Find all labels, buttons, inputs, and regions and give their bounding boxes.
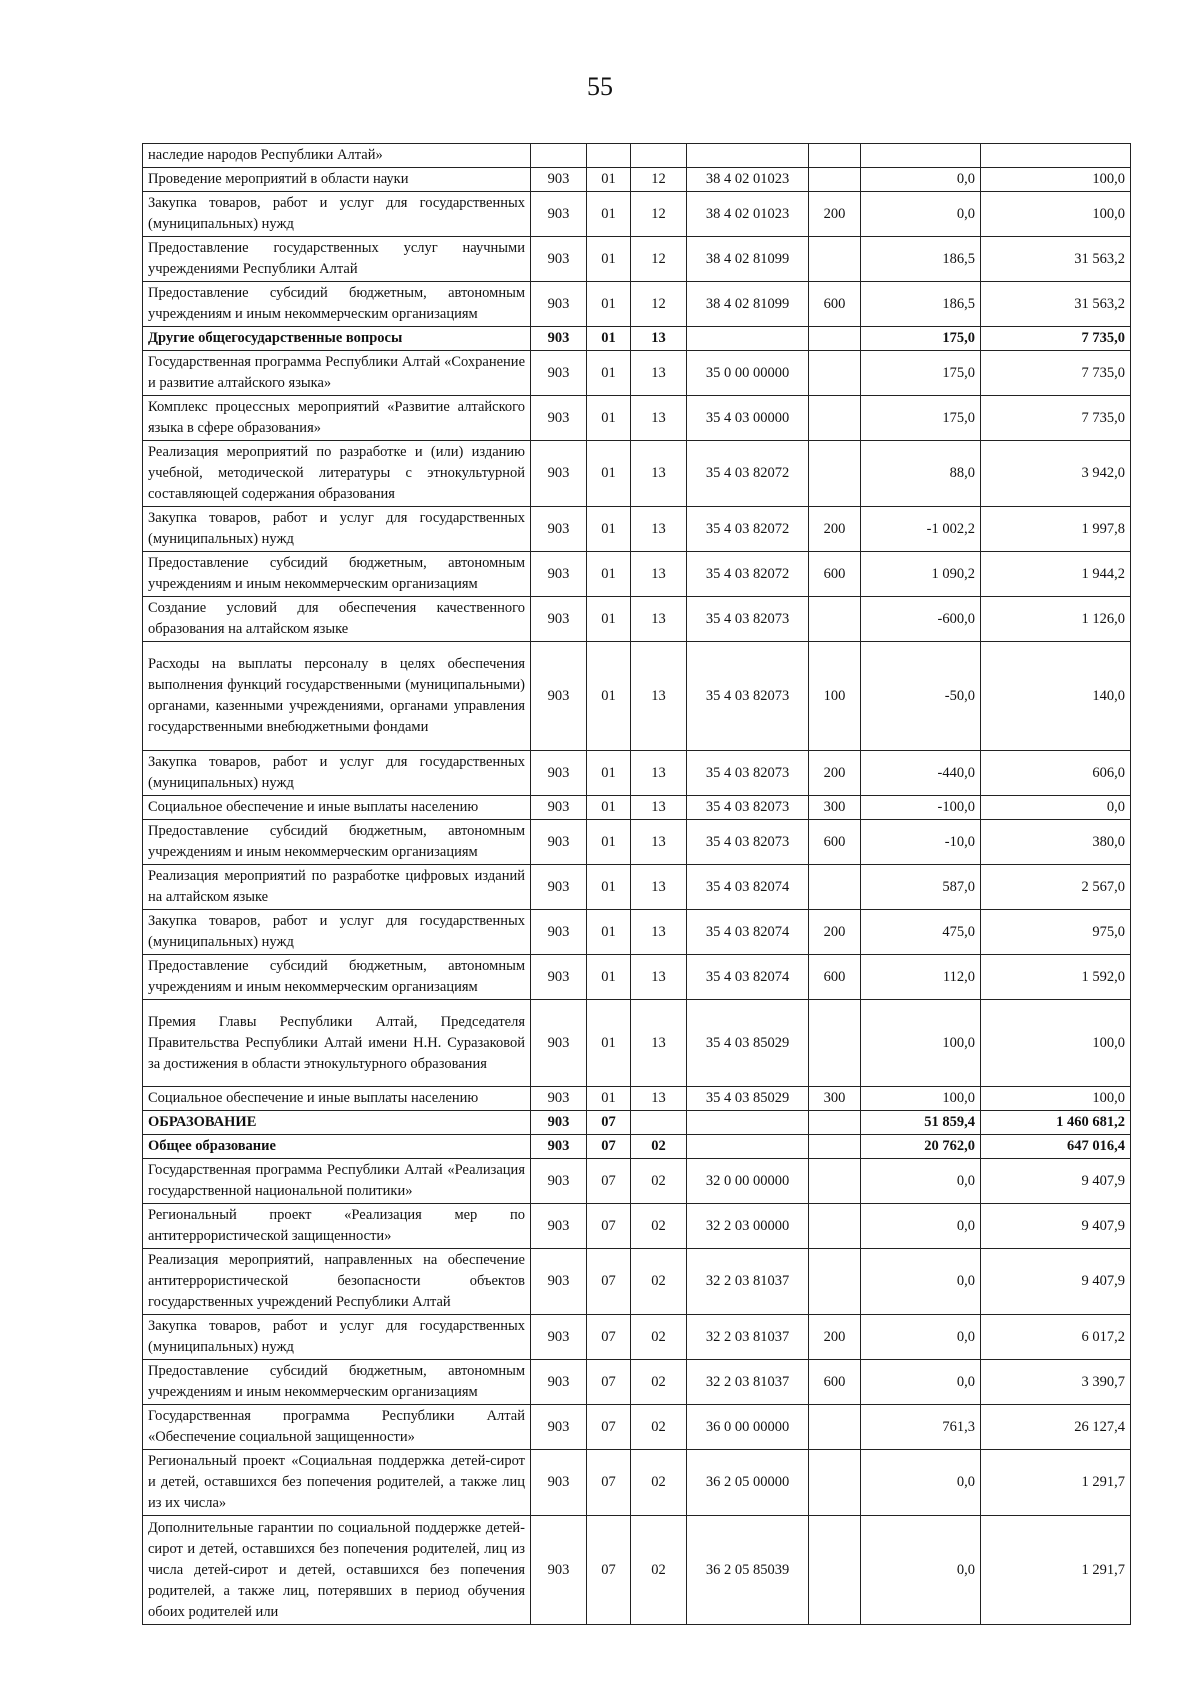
target-article-code: 32 2 03 81037 xyxy=(687,1315,809,1360)
total-amount: 0,0 xyxy=(981,796,1131,820)
section-code: 01 xyxy=(587,552,631,597)
change-amount: 0,0 xyxy=(861,1360,981,1405)
table-row xyxy=(143,237,1131,282)
change-amount: 51 859,4 xyxy=(861,1111,981,1135)
target-article-code: 35 4 03 82073 xyxy=(687,796,809,820)
table-row xyxy=(143,192,1131,237)
expense-type-code: 600 xyxy=(809,820,861,865)
table-row xyxy=(143,1159,1131,1204)
ministry-code: 903 xyxy=(531,597,587,642)
ministry-code: 903 xyxy=(531,1249,587,1315)
change-amount: -440,0 xyxy=(861,751,981,796)
item-name: Реализация мероприятий по разработке цифровых изданий на алтайском языке xyxy=(143,865,531,910)
target-article-code: 32 2 03 81037 xyxy=(687,1360,809,1405)
target-article-code xyxy=(687,327,809,351)
target-article-code: 38 4 02 81099 xyxy=(687,282,809,327)
subsection-code: 13 xyxy=(631,820,687,865)
change-amount: 175,0 xyxy=(861,327,981,351)
change-amount: 587,0 xyxy=(861,865,981,910)
table-row xyxy=(143,597,1131,642)
change-amount xyxy=(861,144,981,168)
subsection-code: 13 xyxy=(631,351,687,396)
expense-type-code: 600 xyxy=(809,552,861,597)
table-row xyxy=(143,820,1131,865)
total-amount: 380,0 xyxy=(981,820,1131,865)
total-amount: 9 407,9 xyxy=(981,1204,1131,1249)
table-row xyxy=(143,1315,1131,1360)
change-amount: -50,0 xyxy=(861,642,981,751)
total-amount: 1 944,2 xyxy=(981,552,1131,597)
total-amount: 140,0 xyxy=(981,642,1131,751)
ministry-code: 903 xyxy=(531,642,587,751)
change-amount: 100,0 xyxy=(861,1087,981,1111)
change-amount: 0,0 xyxy=(861,1249,981,1315)
section-code: 07 xyxy=(587,1360,631,1405)
total-amount: 6 017,2 xyxy=(981,1315,1131,1360)
expense-type-code: 300 xyxy=(809,1087,861,1111)
target-article-code: 36 2 05 00000 xyxy=(687,1450,809,1516)
ministry-code: 903 xyxy=(531,396,587,441)
expense-type-code xyxy=(809,1111,861,1135)
target-article-code: 35 4 03 85029 xyxy=(687,1087,809,1111)
change-amount: 0,0 xyxy=(861,192,981,237)
ministry-code: 903 xyxy=(531,1405,587,1450)
target-article-code: 35 4 03 82073 xyxy=(687,820,809,865)
table-row xyxy=(143,1135,1131,1159)
total-amount: 647 016,4 xyxy=(981,1135,1131,1159)
section-code: 07 xyxy=(587,1450,631,1516)
change-amount: 761,3 xyxy=(861,1405,981,1450)
item-name: Закупка товаров, работ и услуг для государственных (муниципальных) нужд xyxy=(143,1315,531,1360)
expense-type-code xyxy=(809,1450,861,1516)
change-amount: 100,0 xyxy=(861,1000,981,1087)
change-amount: 20 762,0 xyxy=(861,1135,981,1159)
ministry-code xyxy=(531,144,587,168)
target-article-code xyxy=(687,1135,809,1159)
target-article-code: 32 0 00 00000 xyxy=(687,1159,809,1204)
subsection-code: 13 xyxy=(631,642,687,751)
target-article-code: 35 4 03 82072 xyxy=(687,441,809,507)
section-code: 01 xyxy=(587,955,631,1000)
target-article-code: 35 0 00 00000 xyxy=(687,351,809,396)
ministry-code: 903 xyxy=(531,1516,587,1625)
item-name: Закупка товаров, работ и услуг для государственных (муниципальных) нужд xyxy=(143,507,531,552)
total-amount: 100,0 xyxy=(981,1000,1131,1087)
ministry-code: 903 xyxy=(531,751,587,796)
subsection-code: 13 xyxy=(631,327,687,351)
expense-type-code: 600 xyxy=(809,282,861,327)
subsection-code: 02 xyxy=(631,1516,687,1625)
table-body xyxy=(143,144,1131,1625)
section-code: 01 xyxy=(587,351,631,396)
subsection-code xyxy=(631,1111,687,1135)
section-code: 01 xyxy=(587,751,631,796)
item-name: Предоставление субсидий бюджетным, автономным учреждениям и иным некоммерческим организациям xyxy=(143,1360,531,1405)
item-name: Общее образование xyxy=(143,1135,531,1159)
subsection-code: 13 xyxy=(631,507,687,552)
item-name: Закупка товаров, работ и услуг для государственных (муниципальных) нужд xyxy=(143,192,531,237)
change-amount: 175,0 xyxy=(861,351,981,396)
table-row xyxy=(143,1087,1131,1111)
subsection-code: 12 xyxy=(631,237,687,282)
change-amount: -10,0 xyxy=(861,820,981,865)
change-amount: -600,0 xyxy=(861,597,981,642)
target-article-code: 35 4 03 85029 xyxy=(687,1000,809,1087)
total-amount: 7 735,0 xyxy=(981,351,1131,396)
expense-type-code xyxy=(809,1000,861,1087)
subsection-code: 02 xyxy=(631,1249,687,1315)
total-amount: 3 390,7 xyxy=(981,1360,1131,1405)
section-code: 07 xyxy=(587,1204,631,1249)
target-article-code: 38 4 02 81099 xyxy=(687,237,809,282)
section-code: 01 xyxy=(587,1000,631,1087)
change-amount: 186,5 xyxy=(861,282,981,327)
section-code: 01 xyxy=(587,507,631,552)
ministry-code: 903 xyxy=(531,1135,587,1159)
ministry-code: 903 xyxy=(531,1315,587,1360)
table-row xyxy=(143,168,1131,192)
ministry-code: 903 xyxy=(531,327,587,351)
section-code: 01 xyxy=(587,282,631,327)
expense-type-code: 600 xyxy=(809,1360,861,1405)
change-amount: 0,0 xyxy=(861,1159,981,1204)
table-row xyxy=(143,507,1131,552)
subsection-code: 02 xyxy=(631,1360,687,1405)
table-row xyxy=(143,1111,1131,1135)
section-code: 01 xyxy=(587,796,631,820)
section-code: 07 xyxy=(587,1249,631,1315)
subsection-code: 13 xyxy=(631,751,687,796)
item-name: Государственная программа Республики Алтай «Обеспечение социальной защищенности» xyxy=(143,1405,531,1450)
table-row xyxy=(143,441,1131,507)
budget-table xyxy=(142,143,1131,1625)
expense-type-code xyxy=(809,1204,861,1249)
subsection-code: 13 xyxy=(631,552,687,597)
subsection-code: 12 xyxy=(631,192,687,237)
expense-type-code xyxy=(809,865,861,910)
expense-type-code xyxy=(809,396,861,441)
section-code: 01 xyxy=(587,396,631,441)
target-article-code: 38 4 02 01023 xyxy=(687,168,809,192)
total-amount: 1 997,8 xyxy=(981,507,1131,552)
total-amount: 1 460 681,2 xyxy=(981,1111,1131,1135)
section-code: 01 xyxy=(587,237,631,282)
expense-type-code xyxy=(809,1249,861,1315)
target-article-code: 35 4 03 82072 xyxy=(687,507,809,552)
subsection-code: 02 xyxy=(631,1135,687,1159)
total-amount: 1 291,7 xyxy=(981,1450,1131,1516)
total-amount: 3 942,0 xyxy=(981,441,1131,507)
section-code: 07 xyxy=(587,1159,631,1204)
expense-type-code xyxy=(809,351,861,396)
table-row xyxy=(143,796,1131,820)
table-row xyxy=(143,1450,1131,1516)
subsection-code: 13 xyxy=(631,597,687,642)
ministry-code: 903 xyxy=(531,865,587,910)
item-name: Предоставление субсидий бюджетным, автономным учреждениям и иным некоммерческим организациям xyxy=(143,552,531,597)
total-amount: 7 735,0 xyxy=(981,396,1131,441)
section-code: 07 xyxy=(587,1135,631,1159)
item-name: ОБРАЗОВАНИЕ xyxy=(143,1111,531,1135)
target-article-code: 35 4 03 82074 xyxy=(687,955,809,1000)
ministry-code: 903 xyxy=(531,1450,587,1516)
ministry-code: 903 xyxy=(531,1204,587,1249)
total-amount: 9 407,9 xyxy=(981,1159,1131,1204)
table-row xyxy=(143,751,1131,796)
target-article-code: 35 4 03 82074 xyxy=(687,865,809,910)
subsection-code: 13 xyxy=(631,396,687,441)
change-amount: 0,0 xyxy=(861,1204,981,1249)
table-row xyxy=(143,910,1131,955)
subsection-code: 12 xyxy=(631,282,687,327)
total-amount: 26 127,4 xyxy=(981,1405,1131,1450)
expense-type-code: 100 xyxy=(809,642,861,751)
expense-type-code: 200 xyxy=(809,1315,861,1360)
expense-type-code xyxy=(809,1405,861,1450)
expense-type-code: 200 xyxy=(809,910,861,955)
total-amount: 100,0 xyxy=(981,1087,1131,1111)
target-article-code: 35 4 03 82073 xyxy=(687,597,809,642)
target-article-code: 35 4 03 82072 xyxy=(687,552,809,597)
table-row xyxy=(143,955,1131,1000)
ministry-code: 903 xyxy=(531,1159,587,1204)
table-row xyxy=(143,1516,1131,1625)
total-amount: 100,0 xyxy=(981,168,1131,192)
subsection-code: 02 xyxy=(631,1450,687,1516)
subsection-code: 02 xyxy=(631,1405,687,1450)
subsection-code: 12 xyxy=(631,168,687,192)
ministry-code: 903 xyxy=(531,237,587,282)
item-name: Реализация мероприятий, направленных на обеспечение антитеррористической безопасности объектов государственных учреждений Республики Алтай xyxy=(143,1249,531,1315)
subsection-code: 13 xyxy=(631,910,687,955)
change-amount: 88,0 xyxy=(861,441,981,507)
ministry-code: 903 xyxy=(531,351,587,396)
item-name: Закупка товаров, работ и услуг для государственных (муниципальных) нужд xyxy=(143,910,531,955)
total-amount: 100,0 xyxy=(981,192,1131,237)
expense-type-code xyxy=(809,168,861,192)
table-row xyxy=(143,1249,1131,1315)
table-row xyxy=(143,552,1131,597)
table-row xyxy=(143,396,1131,441)
ministry-code: 903 xyxy=(531,168,587,192)
subsection-code: 13 xyxy=(631,1000,687,1087)
total-amount: 7 735,0 xyxy=(981,327,1131,351)
subsection-code xyxy=(631,144,687,168)
change-amount: 0,0 xyxy=(861,1450,981,1516)
table-row xyxy=(143,327,1131,351)
target-article-code: 35 4 03 82074 xyxy=(687,910,809,955)
target-article-code: 35 4 03 00000 xyxy=(687,396,809,441)
item-name: Дополнительные гарантии по социальной поддержке детей-сирот и детей, оставшихся без попечения родителей, лиц из числа детей-сирот и детей, оставшихся без попечения родителей, а также лиц, потерявших в период обучения обоих родителей или xyxy=(143,1516,531,1625)
target-article-code: 38 4 02 01023 xyxy=(687,192,809,237)
ministry-code: 903 xyxy=(531,1111,587,1135)
ministry-code: 903 xyxy=(531,1360,587,1405)
total-amount xyxy=(981,144,1131,168)
table-row xyxy=(143,282,1131,327)
expense-type-code xyxy=(809,597,861,642)
target-article-code: 36 2 05 85039 xyxy=(687,1516,809,1625)
item-name: Другие общегосударственные вопросы xyxy=(143,327,531,351)
expense-type-code xyxy=(809,144,861,168)
target-article-code: 32 2 03 00000 xyxy=(687,1204,809,1249)
change-amount: 0,0 xyxy=(861,1315,981,1360)
section-code: 01 xyxy=(587,820,631,865)
ministry-code: 903 xyxy=(531,955,587,1000)
section-code xyxy=(587,144,631,168)
item-name: Реализация мероприятий по разработке и (или) изданию учебной, методической литературы с этнокультурной составляющей содержания образования xyxy=(143,441,531,507)
section-code: 01 xyxy=(587,441,631,507)
ministry-code: 903 xyxy=(531,441,587,507)
change-amount: 1 090,2 xyxy=(861,552,981,597)
expense-type-code xyxy=(809,1516,861,1625)
table-row xyxy=(143,865,1131,910)
ministry-code: 903 xyxy=(531,820,587,865)
subsection-code: 13 xyxy=(631,796,687,820)
table-row xyxy=(143,1000,1131,1087)
ministry-code: 903 xyxy=(531,1087,587,1111)
change-amount: -1 002,2 xyxy=(861,507,981,552)
subsection-code: 02 xyxy=(631,1159,687,1204)
section-code: 07 xyxy=(587,1111,631,1135)
subsection-code: 02 xyxy=(631,1204,687,1249)
expense-type-code: 600 xyxy=(809,955,861,1000)
item-name: Проведение мероприятий в области науки xyxy=(143,168,531,192)
item-name: Государственная программа Республики Алтай «Сохранение и развитие алтайского языка» xyxy=(143,351,531,396)
subsection-code: 13 xyxy=(631,955,687,1000)
item-name: Социальное обеспечение и иные выплаты населению xyxy=(143,1087,531,1111)
target-article-code: 36 0 00 00000 xyxy=(687,1405,809,1450)
item-name: Закупка товаров, работ и услуг для государственных (муниципальных) нужд xyxy=(143,751,531,796)
change-amount: 475,0 xyxy=(861,910,981,955)
table-row xyxy=(143,1204,1131,1249)
change-amount: 112,0 xyxy=(861,955,981,1000)
ministry-code: 903 xyxy=(531,282,587,327)
item-name: Предоставление субсидий бюджетным, автономным учреждениям и иным некоммерческим организациям xyxy=(143,282,531,327)
section-code: 07 xyxy=(587,1516,631,1625)
ministry-code: 903 xyxy=(531,192,587,237)
ministry-code: 903 xyxy=(531,507,587,552)
item-name: Региональный проект «Социальная поддержка детей-сирот и детей, оставшихся без попечения родителей, а также лиц из их числа» xyxy=(143,1450,531,1516)
expense-type-code: 300 xyxy=(809,796,861,820)
target-article-code: 35 4 03 82073 xyxy=(687,642,809,751)
item-name: Социальное обеспечение и иные выплаты населению xyxy=(143,796,531,820)
expense-type-code xyxy=(809,237,861,282)
change-amount: 0,0 xyxy=(861,1516,981,1625)
expense-type-code xyxy=(809,1159,861,1204)
expense-type-code xyxy=(809,441,861,507)
expense-type-code xyxy=(809,327,861,351)
expense-type-code: 200 xyxy=(809,751,861,796)
subsection-code: 13 xyxy=(631,441,687,507)
section-code: 07 xyxy=(587,1315,631,1360)
item-name: Предоставление субсидий бюджетным, автономным учреждениям и иным некоммерческим организациям xyxy=(143,955,531,1000)
item-name: Предоставление субсидий бюджетным, автономным учреждениям и иным некоммерческим организациям xyxy=(143,820,531,865)
section-code: 01 xyxy=(587,910,631,955)
section-code: 07 xyxy=(587,1405,631,1450)
total-amount: 31 563,2 xyxy=(981,237,1131,282)
total-amount: 1 592,0 xyxy=(981,955,1131,1000)
section-code: 01 xyxy=(587,642,631,751)
page-number: 55 xyxy=(587,72,613,101)
item-name: Предоставление государственных услуг научными учреждениями Республики Алтай xyxy=(143,237,531,282)
target-article-code xyxy=(687,144,809,168)
section-code: 01 xyxy=(587,327,631,351)
total-amount: 9 407,9 xyxy=(981,1249,1131,1315)
total-amount: 31 563,2 xyxy=(981,282,1131,327)
expense-type-code: 200 xyxy=(809,192,861,237)
item-name: Комплекс процессных мероприятий «Развитие алтайского языка в сфере образования» xyxy=(143,396,531,441)
table-row xyxy=(143,642,1131,751)
ministry-code: 903 xyxy=(531,552,587,597)
table-row xyxy=(143,1405,1131,1450)
table-row xyxy=(143,1360,1131,1405)
change-amount: -100,0 xyxy=(861,796,981,820)
section-code: 01 xyxy=(587,865,631,910)
table-row xyxy=(143,144,1131,168)
total-amount: 1 291,7 xyxy=(981,1516,1131,1625)
section-code: 01 xyxy=(587,597,631,642)
total-amount: 2 567,0 xyxy=(981,865,1131,910)
item-name: Региональный проект «Реализация мер по антитеррористической защищенности» xyxy=(143,1204,531,1249)
section-code: 01 xyxy=(587,192,631,237)
total-amount: 606,0 xyxy=(981,751,1131,796)
target-article-code xyxy=(687,1111,809,1135)
item-name: наследие народов Республики Алтай» xyxy=(143,144,531,168)
change-amount: 186,5 xyxy=(861,237,981,282)
change-amount: 0,0 xyxy=(861,168,981,192)
section-code: 01 xyxy=(587,1087,631,1111)
item-name: Создание условий для обеспечения качественного образования на алтайском языке xyxy=(143,597,531,642)
total-amount: 975,0 xyxy=(981,910,1131,955)
item-name: Государственная программа Республики Алтай «Реализация государственной национальной политики» xyxy=(143,1159,531,1204)
ministry-code: 903 xyxy=(531,796,587,820)
ministry-code: 903 xyxy=(531,910,587,955)
target-article-code: 32 2 03 81037 xyxy=(687,1249,809,1315)
expense-type-code xyxy=(809,1135,861,1159)
section-code: 01 xyxy=(587,168,631,192)
subsection-code: 02 xyxy=(631,1315,687,1360)
total-amount: 1 126,0 xyxy=(981,597,1131,642)
ministry-code: 903 xyxy=(531,1000,587,1087)
item-name: Премия Главы Республики Алтай, Председателя Правительства Республики Алтай имени Н.Н. Суразаковой за достижения в области этнокультурного образования xyxy=(143,1000,531,1087)
target-article-code: 35 4 03 82073 xyxy=(687,751,809,796)
change-amount: 175,0 xyxy=(861,396,981,441)
subsection-code: 13 xyxy=(631,865,687,910)
subsection-code: 13 xyxy=(631,1087,687,1111)
item-name: Расходы на выплаты персоналу в целях обеспечения выполнения функций государственными (муниципальными) органами, казенными учреждениями, органами управления государственными внебюджетными фондами xyxy=(143,642,531,751)
table-row xyxy=(143,351,1131,396)
expense-type-code: 200 xyxy=(809,507,861,552)
